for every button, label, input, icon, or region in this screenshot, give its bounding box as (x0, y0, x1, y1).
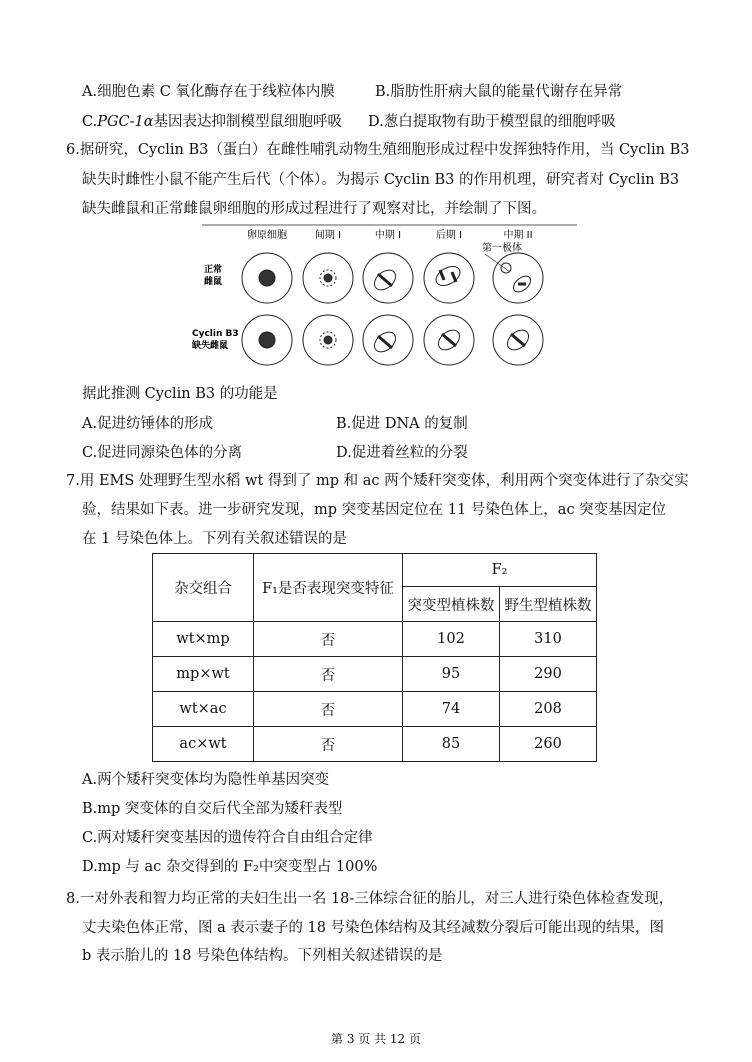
col-header-interphase: 间期 I (314, 230, 342, 241)
header-f1: F₁是否表现突变特征 (254, 554, 403, 622)
cell-wild: 208 (500, 692, 597, 727)
cell-wild: 260 (500, 727, 597, 762)
q7-stem-line-3: 在 1 号染色体上。下列有关叙述错误的是 (82, 531, 347, 547)
cell-mutant: 74 (403, 692, 500, 727)
row-label-deficient-1: Cyclin B3 (192, 329, 239, 339)
cell-f1: 否 (254, 727, 403, 762)
q5-option-c: C.PGC-1α基因表达抑制模型鼠细胞呼吸 (82, 114, 343, 130)
cell-cross: wt×ac (153, 692, 254, 727)
table-row (153, 727, 597, 762)
first-polar-body-label: 第一极体 (482, 243, 522, 254)
q6-stem-line-3: 缺失雌鼠和正常雌鼠卵细胞的形成过程进行了观察对比，并绘制了下图。 (82, 201, 546, 217)
q6-option-b: B.促进 DNA 的复制 (336, 416, 468, 432)
table-row (153, 657, 597, 692)
normal-row-cells (242, 253, 543, 303)
q7-option-d: D.mp 与 ac 杂交得到的 F₂中突变型占 100% (82, 859, 378, 875)
page-footer: 第 3 页 共 12 页 (331, 1032, 421, 1046)
q6-stem-line-2: 缺失时雌性小鼠不能产生后代（个体）。为揭示 Cyclin B3 的作用机理，研究者对 Cyclin B3 (82, 172, 680, 188)
col-header-anaphase1: 后期 I (435, 230, 463, 241)
cell-f1: 否 (254, 622, 403, 657)
cell-mutant: 85 (403, 727, 500, 762)
table-row (153, 622, 597, 657)
row-label-normal-2: 雌鼠 (204, 277, 223, 287)
table-row (153, 692, 597, 727)
col-header-metaphase2: 中期 II (503, 230, 533, 241)
cell-mutant: 95 (403, 657, 500, 692)
q7-option-a: A.两个矮秆突变体均为隐性单基因突变 (82, 772, 330, 788)
q8-stem-line-3: b 表示胎儿的 18 号染色体结构。下列相关叙述错误的是 (82, 948, 443, 964)
cell-wild: 290 (500, 657, 597, 692)
q8-stem-line-1: 8.一对外表和智力均正常的夫妇生出一名 18-三体综合征的胎儿，对三人进行染色体检查发现， (66, 891, 674, 907)
q6-option-a: A.促进纺锤体的形成 (82, 416, 214, 432)
q7-stem-line-1: 7.用 EMS 处理野生型水稻 wt 得到了 mp 和 ac 两个矮秆突变体，利用两个突变体进行了杂交实 (66, 473, 689, 489)
cell-cross: ac×wt (153, 727, 254, 762)
q6-question: 据此推测 Cyclin B3 的功能是 (82, 386, 278, 402)
cell-wild: 310 (500, 622, 597, 657)
cell-cross: mp×wt (153, 657, 254, 692)
cell-f1: 否 (254, 657, 403, 692)
q6-option-d: D.促进着丝粒的分裂 (336, 445, 468, 461)
col-header-oogonium: 卵原细胞 (247, 230, 287, 241)
q5-option-d: D.葱白提取物有助于模型鼠的细胞呼吸 (368, 114, 616, 130)
row-label-normal-1: 正常 (204, 265, 223, 275)
cross-results-table (152, 553, 597, 762)
row-label-deficient-2: 缺失雌鼠 (192, 341, 229, 351)
q8-stem-line-2: 丈夫染色体正常，图 a 表示妻子的 18 号染色体结构及其经减数分裂后可能出现的结果，图 (82, 920, 665, 936)
cell-mutant: 102 (403, 622, 500, 657)
header-f2: F₂ (403, 554, 597, 587)
cell-cross: wt×mp (153, 622, 254, 657)
q6-option-c: C.促进同源染色体的分离 (82, 445, 243, 461)
oocyte-figure (192, 222, 582, 372)
q5-option-a: A.细胞色素 C 氧化酶存在于线粒体内膜 (82, 84, 335, 100)
cell-f1: 否 (254, 692, 403, 727)
header-cross: 杂交组合 (153, 554, 254, 622)
q7-option-c: C.两对矮秆突变基因的遗传符合自由组合定律 (82, 830, 373, 846)
q5-option-b: B.脂肪性肝病大鼠的能量代谢存在异常 (375, 84, 623, 100)
q7-option-b: B.mp 突变体的自交后代全部为矮秆表型 (82, 801, 343, 817)
q6-stem-line-1: 6.据研究，Cyclin B3（蛋白）在雌性哺乳动物生殖细胞形成过程中发挥独特作用，当 Cyclin B3 (66, 142, 690, 158)
q7-stem-line-2: 验，结果如下表。进一步研究发现，mp 突变基因定位在 11 号染色体上，ac 突变基因定位 (82, 502, 667, 518)
header-wild-count: 野生型植株数 (500, 587, 597, 622)
header-mutant-count: 突变型植株数 (403, 587, 500, 622)
col-header-metaphase1: 中期 I (374, 230, 402, 241)
deficient-row-cells (242, 315, 543, 365)
